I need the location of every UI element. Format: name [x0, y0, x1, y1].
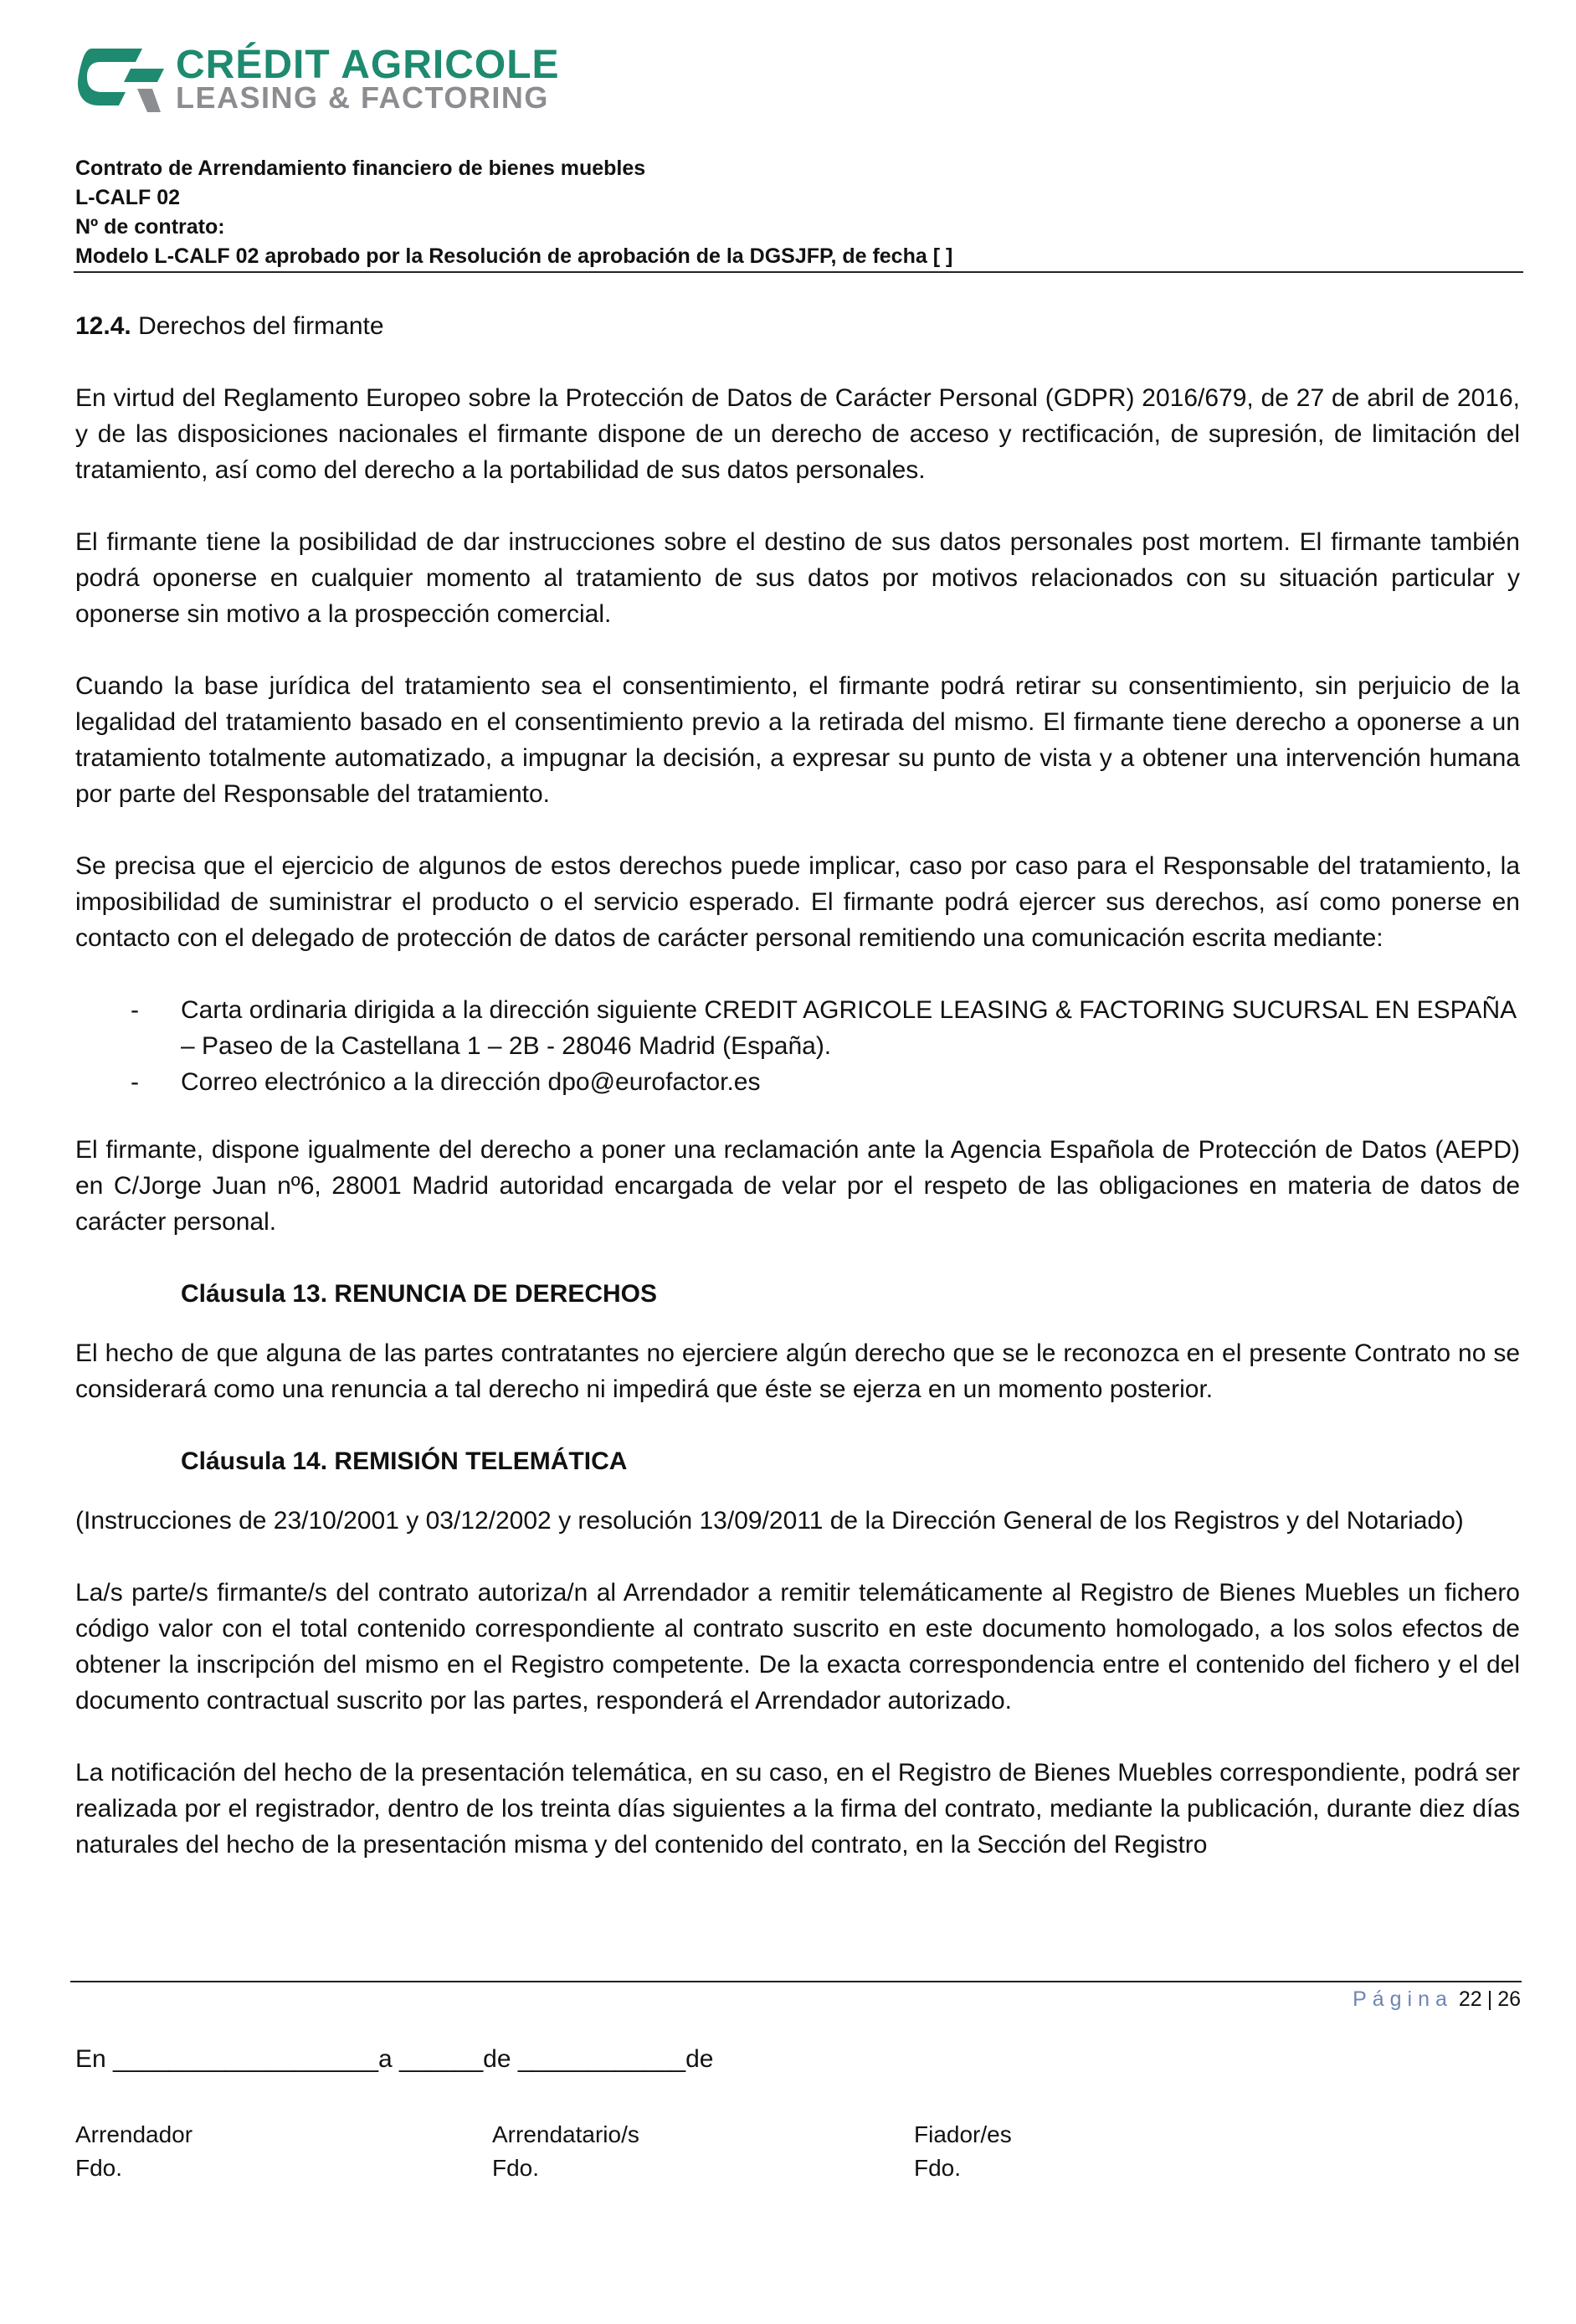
document-body [75, 308, 1520, 1863]
header-model-approval: Modelo L-CALF 02 aprobado por la Resolución de aprobación de la DGSJFP, de fecha [ ] [75, 244, 953, 268]
header-contract-title: Contrato de Arrendamiento financiero de bienes muebles [75, 157, 646, 180]
contact-methods-list [75, 992, 1520, 1100]
page-current: 22 [1458, 1987, 1482, 2011]
header-contract-code: L-CALF 02 [75, 186, 180, 209]
clause-13-text: El hecho de que alguna de las partes contratantes no ejerciere algún derecho que se le reconozca en el presente Contrato no se considerará como una renuncia a tal derecho ni impedirá que éste se ejerza en un momento posterior. [75, 1339, 1520, 1403]
page-separator: | [1486, 1987, 1493, 2011]
section-number: 12.4. [75, 312, 131, 340]
signature-role: Arrendador [75, 2121, 193, 2147]
clause-13-title: Cláusula 13. RENUNCIA DE DERECHOS [181, 1280, 658, 1308]
signature-role: Arrendatario/s [492, 2121, 639, 2147]
paragraph: El firmante, dispone igualmente del derecho a poner una reclamación ante la Agencia Española de Protección de Datos (AEPD) en C/Jorge Juan nº6, 28001 Madrid autoridad encargada de velar por el respeto de las obligaciones en materia de datos de carácter personal. [75, 1136, 1520, 1236]
signature-block-guarantor [914, 2118, 1012, 2185]
footer-divider [70, 1981, 1522, 1982]
clause-14-paragraph: La notificación del hecho de la presentación telemática, en su caso, en el Registro de Bienes Muebles correspondiente, podrá ser realizada por el registrador, dentro de los treinta días siguientes a la firma del contrato, mediante la publicación, durante diez días naturales del hecho de la presentación misma y del contenido del contrato, en la Sección del Registro [75, 1759, 1520, 1859]
document-header [75, 154, 1523, 271]
list-item-text: Correo electrónico a la dirección dpo@eurofactor.es [181, 1068, 761, 1096]
logo-brand-line-2: LEASING & FACTORING [176, 80, 549, 115]
logo-brand-line-1: CRÉDIT AGRICOLE [176, 43, 560, 87]
signature-block-lessor [75, 2118, 193, 2185]
list-dash: - [131, 996, 139, 1024]
page-word: Página [1353, 1987, 1453, 2011]
paragraph: En virtud del Reglamento Europeo sobre la Protección de Datos de Carácter Personal (GDPR) 2016/679, de 27 de abril de 2016, y de las disposiciones nacionales el firmante dispone de un derecho de acceso y rectificación, de supresión, de limitación del tratamiento, así como del derecho a la portabilidad de sus datos personales. [75, 384, 1520, 484]
company-logo [77, 40, 571, 116]
clause-14-title: Cláusula 14. REMISIÓN TELEMÁTICA [181, 1447, 628, 1475]
clause-14-paragraph: La/s parte/s firmante/s del contrato autoriza/n al Arrendador a remitir telemáticamente al Registro de Bienes Muebles un fichero código valor con el total contenido correspondiente al contrato suscrito en este documento homologado, a los solos efectos de obtener la inscripción del mismo en el Registro competente. De la exacta correspondencia entre el contenido del fichero y el del documento contractual suscrito por las partes, responderá el Arrendador autorizado. [75, 1579, 1520, 1715]
paragraph: El firmante tiene la posibilidad de dar instrucciones sobre el destino de sus datos personales post mortem. El firmante también podrá oponerse en cualquier momento al tratamiento de sus datos por motivos relacionados con su situación particular y oponerse sin motivo a la prospección comercial. [75, 528, 1520, 628]
list-item [75, 992, 1520, 1064]
signature-block-lessee [492, 2118, 639, 2185]
clause-14-paragraph: (Instrucciones de 23/10/2001 y 03/12/2002 y resolución 13/09/2011 de la Dirección General de los Registros y del Notariado) [75, 1507, 1464, 1535]
signature-role: Fiador/es [914, 2121, 1012, 2147]
credit-agricole-logo-icon [77, 44, 171, 116]
header-contract-number: Nº de contrato: [75, 215, 225, 239]
paragraph: Se precisa que el ejercicio de algunos de estos derechos puede implicar, caso por caso para el Responsable del tratamiento, la imposibilidad de suministrar el producto o el servicio esperado. El firmante podrá ejercer sus derechos, así como ponerse en contacto con el delegado de protección de datos de carácter personal remitiendo una comunicación escrita mediante: [75, 852, 1520, 952]
paragraph: Cuando la base jurídica del tratamiento sea el consentimiento, el firmante podrá retirar su consentimiento, sin perjuicio de la legalidad del tratamiento basado en el consentimiento previo a la retirada del mismo. El firmante tiene derecho a oponerse a un tratamiento totalmente automatizado, a impugnar la decisión, a expresar su punto de vista y a obtener una intervención humana por parte del Responsable del tratamiento. [75, 672, 1520, 808]
signature-fdo: Fdo. [914, 2155, 962, 2181]
header-divider [74, 271, 1523, 273]
page-number [1353, 1987, 1521, 2012]
signature-fdo: Fdo. [75, 2155, 123, 2181]
signature-fdo: Fdo. [492, 2155, 540, 2181]
list-item-text: Carta ordinaria dirigida a la dirección siguiente CREDIT AGRICOLE LEASING & FACTORING SUCURSAL EN ESPAÑA – Paseo de la Castellana 1 – 2B - 28046 Madrid (España). [181, 996, 1516, 1060]
place-date-line: En ___________________a ______de ____________de [75, 2045, 714, 2073]
section-title: Derechos del firmante [138, 312, 384, 340]
list-item [75, 1064, 1520, 1100]
section-heading [75, 308, 1520, 344]
page-total: 26 [1497, 1987, 1521, 2011]
list-dash: - [131, 1068, 139, 1096]
